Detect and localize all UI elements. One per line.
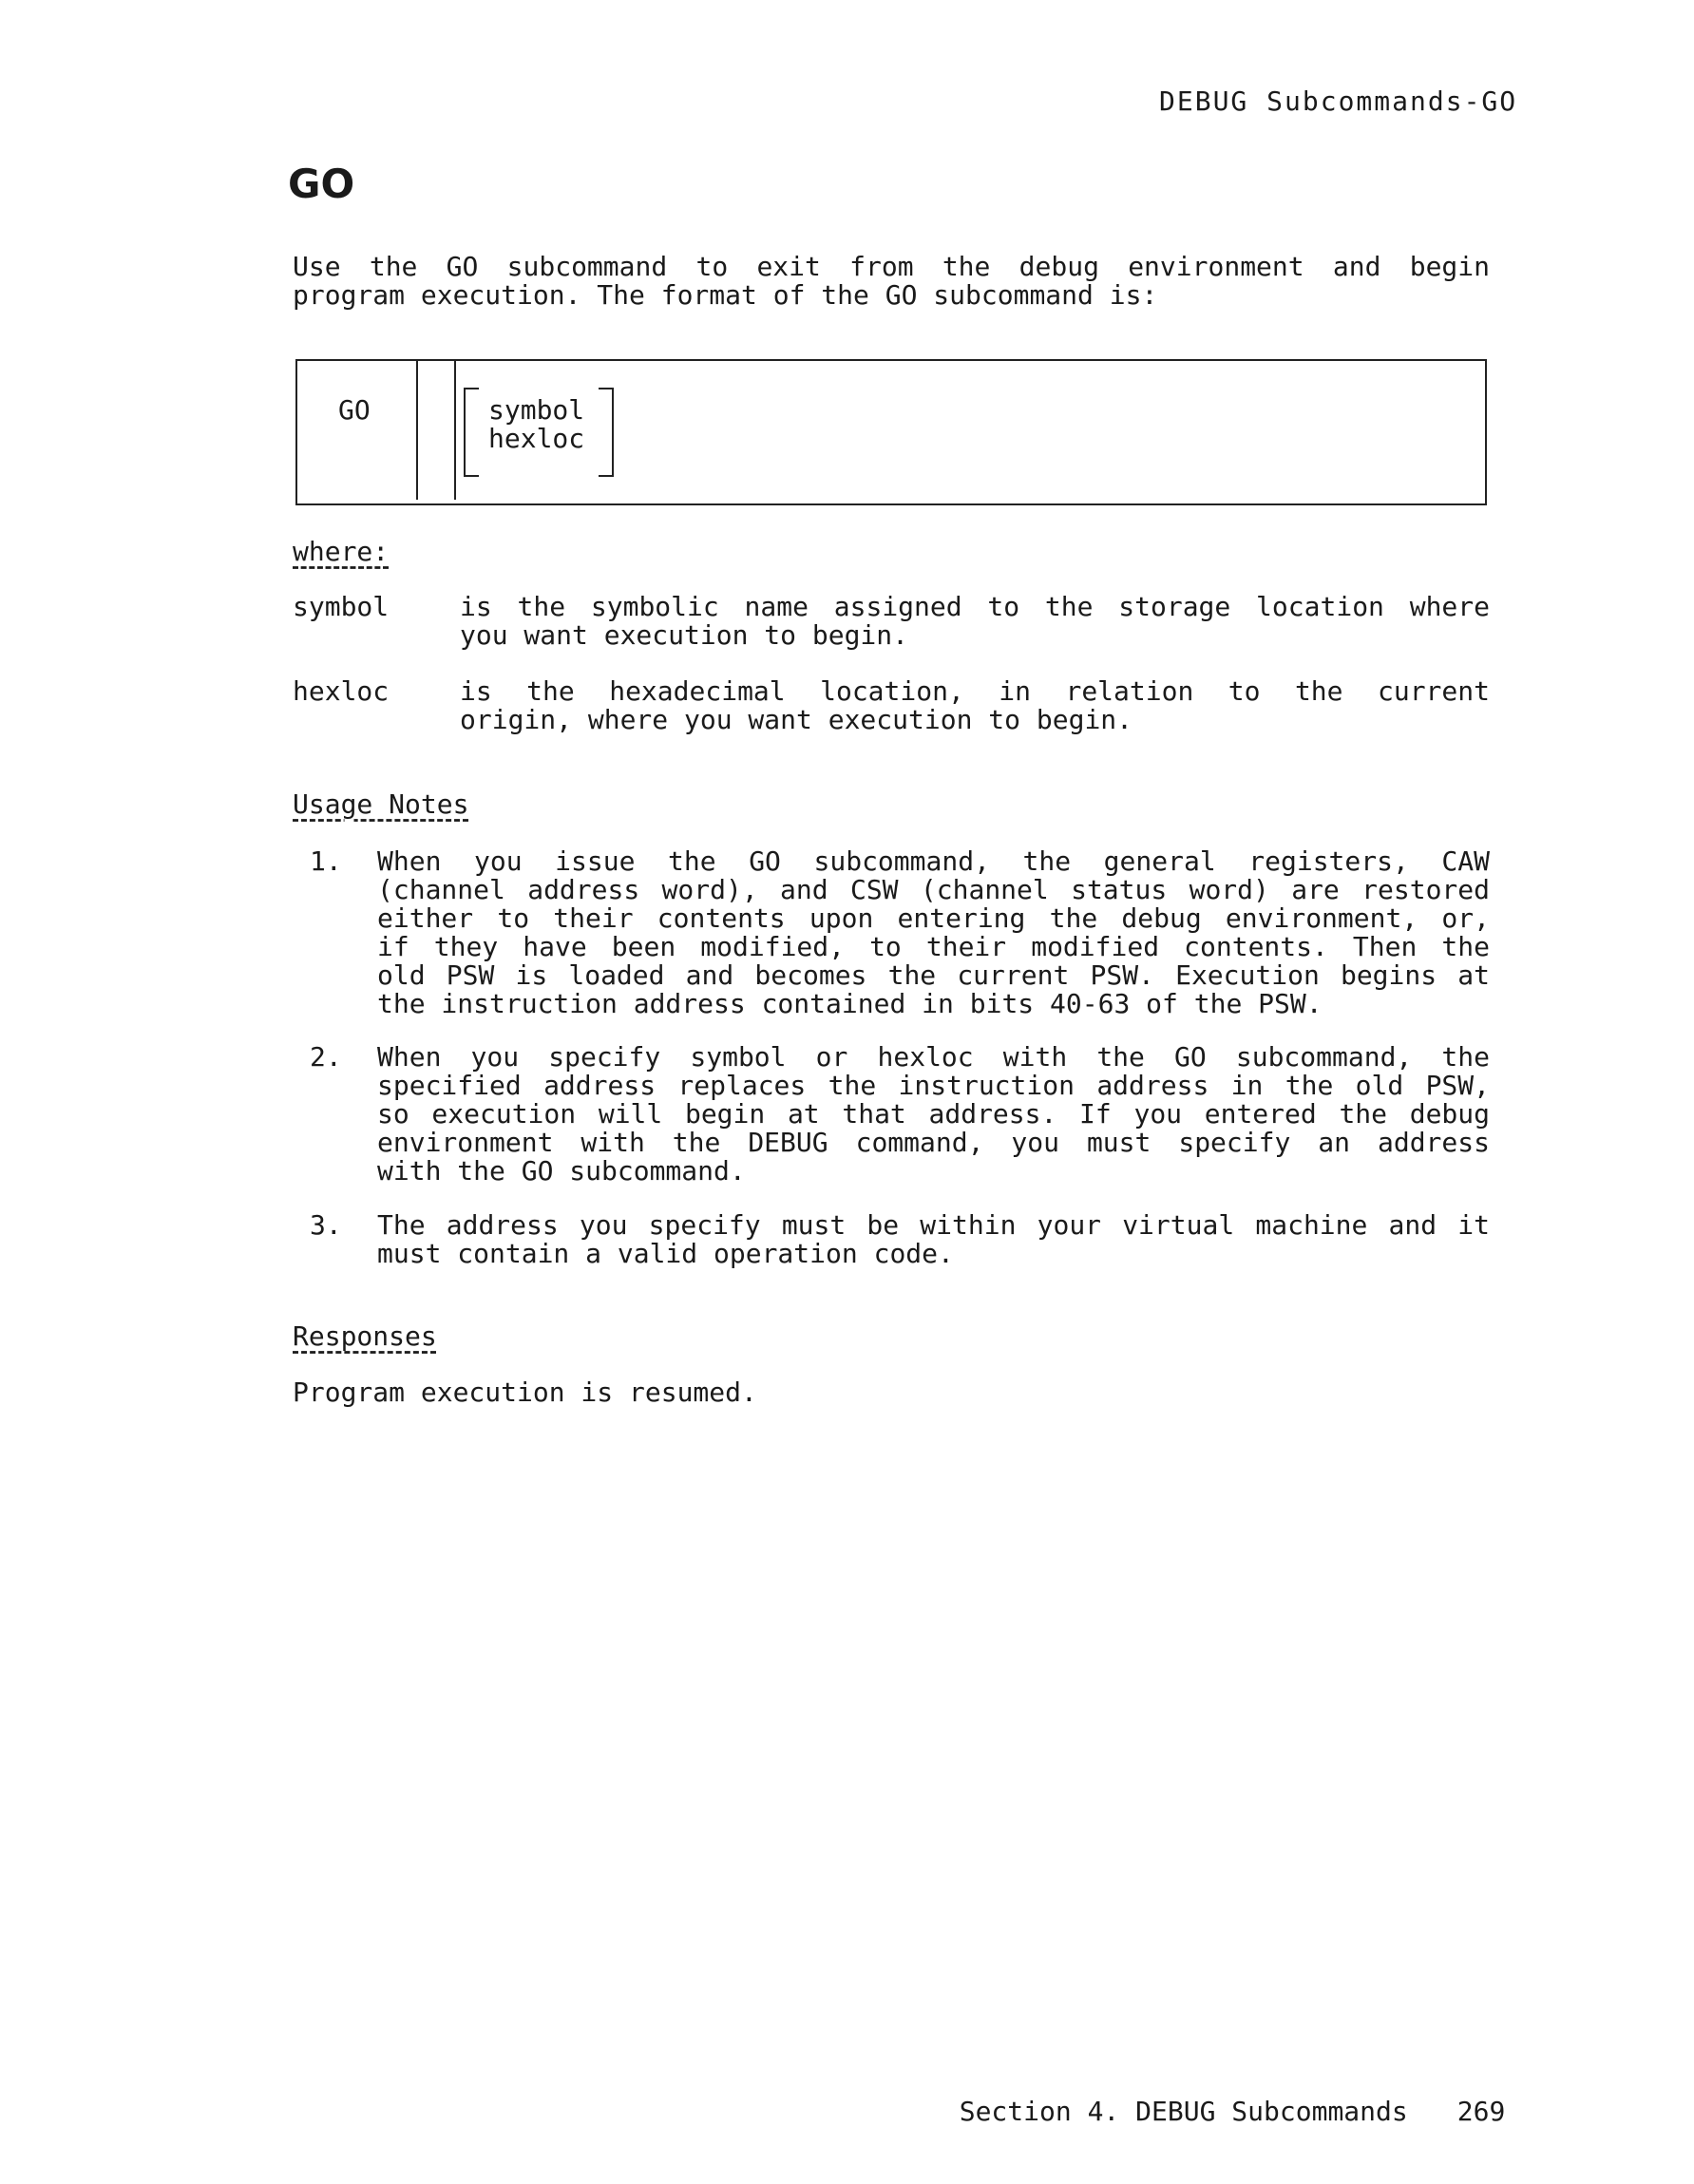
note-line: with the GO subcommand.: [377, 1155, 746, 1187]
usage-note-1: [377, 847, 1490, 1018]
syntax-left-bracket: [464, 388, 479, 477]
syntax-right-bracket: [599, 388, 614, 477]
note-line: specified address replaces the instruction address in the old PSW,: [377, 1070, 1490, 1101]
definition-term-hexloc: hexloc: [293, 675, 390, 707]
syntax-operand-hexloc: hexloc: [488, 423, 585, 454]
syntax-operand-symbol: symbol: [488, 394, 585, 426]
definition-line: you want execution to begin.: [460, 619, 909, 651]
syntax-command: GO: [338, 394, 371, 426]
page-number: 269: [1456, 2096, 1506, 2127]
page-title: GO: [288, 161, 355, 207]
note-line: When you specify symbol or hexloc with the GO subcommand, the: [377, 1041, 1490, 1073]
note-line: old PSW is loaded and becomes the current PSW. Execution begins at: [377, 959, 1490, 991]
intro-paragraph: [293, 253, 1490, 310]
where-label: where:: [293, 536, 390, 567]
page-footer: [927, 2069, 1505, 2126]
definition-symbol: [460, 593, 1490, 650]
responses-heading: Responses: [293, 1320, 437, 1352]
note-line: either to their contents upon entering the debug environment, or,: [377, 902, 1490, 934]
usage-note-3: [377, 1211, 1490, 1268]
usage-notes-heading: Usage Notes: [293, 788, 469, 820]
usage-note-2: [377, 1043, 1490, 1186]
definition-term-symbol: symbol: [293, 591, 390, 622]
note-line: When you issue the GO subcommand, the general registers, CAW: [377, 845, 1490, 877]
definition-line: is the hexadecimal location, in relation to the current: [460, 675, 1490, 707]
note-line: must contain a valid operation code.: [377, 1238, 954, 1269]
note-line: so execution will begin at that address. If you entered the debug: [377, 1098, 1490, 1130]
note-number: 1.: [310, 845, 342, 877]
running-header: DEBUG Subcommands-GO: [1159, 85, 1518, 117]
syntax-box-divider: [454, 361, 456, 500]
responses-text: Program execution is resumed.: [293, 1377, 757, 1408]
definition-line: is the symbolic name assigned to the storage location where: [460, 591, 1490, 622]
note-number: 2.: [310, 1041, 342, 1073]
note-line: environment with the DEBUG command, you must specify an address: [377, 1127, 1490, 1158]
definition-line: origin, where you want execution to begin.: [460, 704, 1133, 735]
syntax-box-divider: [416, 361, 418, 500]
note-line: if they have been modified, to their modified contents. Then the: [377, 931, 1490, 962]
note-line: (channel address word), and CSW (channel status word) are restored: [377, 874, 1490, 905]
intro-line: program execution. The format of the GO subcommand is:: [293, 279, 1158, 311]
footer-section: Section 4. DEBUG Subcommands: [959, 2096, 1408, 2127]
definition-hexloc: [460, 677, 1490, 734]
note-line: The address you specify must be within your virtual machine and it: [377, 1209, 1490, 1241]
note-line: the instruction address contained in bits 40-63 of the PSW.: [377, 988, 1323, 1019]
intro-line: Use the GO subcommand to exit from the debug environment and begin: [293, 251, 1490, 282]
note-number: 3.: [310, 1209, 342, 1241]
